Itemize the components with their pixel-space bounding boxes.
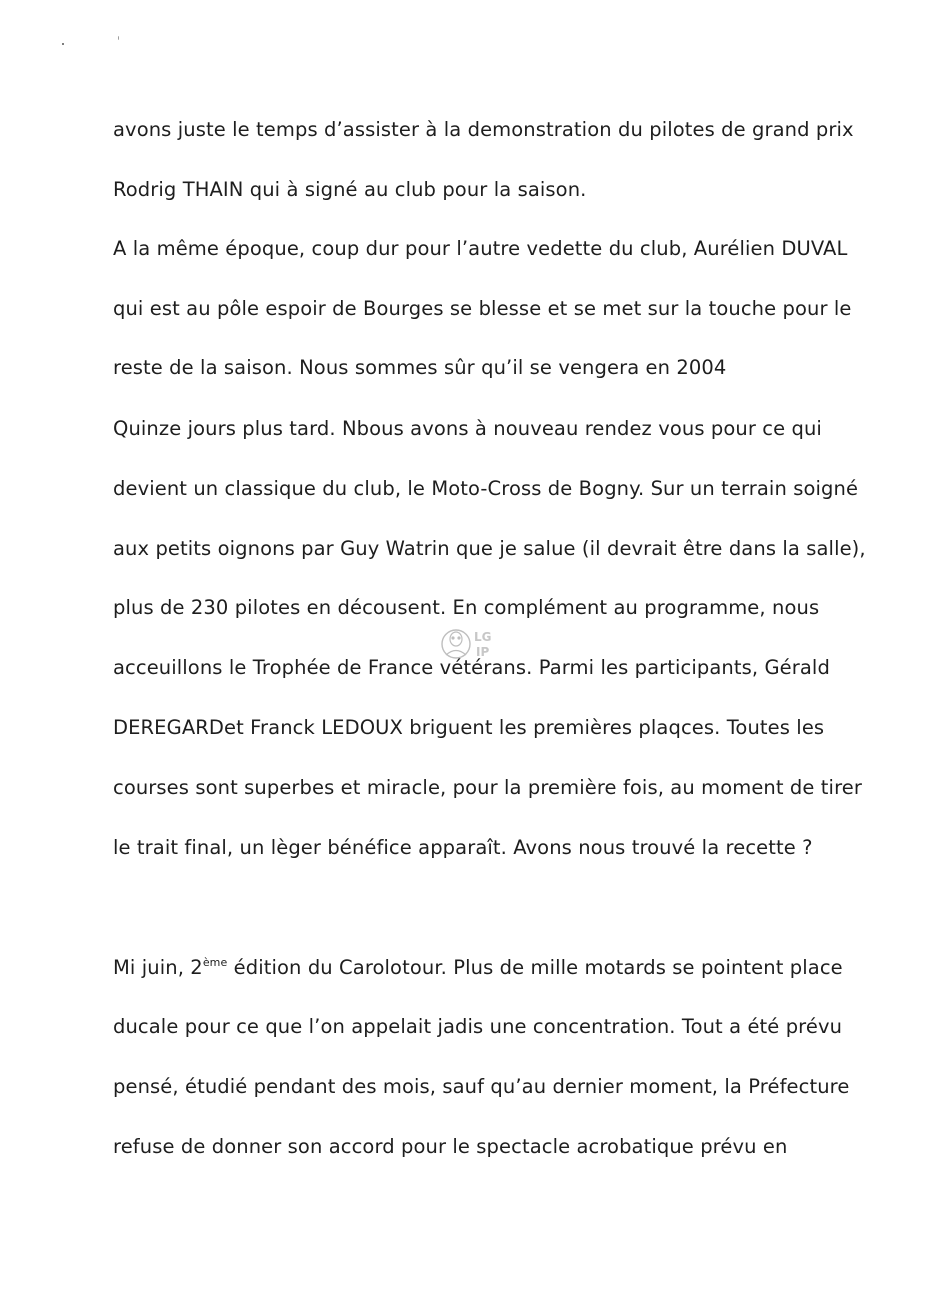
text-line: A la même époque, coup dur pour l’autre vedette du club, Aurélien DUVAL — [113, 237, 848, 260]
superscript-ordinal: ème — [202, 956, 228, 969]
text-line: DEREGARDet Franck LEDOUX briguent les premières plaqces. Toutes les — [113, 716, 825, 739]
text-segment: Mi juin, 2 — [113, 956, 203, 979]
text-line: refuse de donner son accord pour le spectacle acrobatique prévu en — [113, 1135, 788, 1158]
scan-speck — [118, 36, 119, 40]
text-line: avons juste le temps d’assister à la demonstration du pilotes de grand prix — [113, 118, 854, 141]
text-line: ducale pour ce que l’on appelait jadis une concentration. Tout a été prévu — [113, 1015, 843, 1038]
text-line: courses sont superbes et miracle, pour la première fois, au moment de tirer — [113, 776, 862, 799]
svg-text:IP: IP — [476, 645, 490, 659]
text-line: Quinze jours plus tard. Nbous avons à nouveau rendez vous pour ce qui — [113, 417, 822, 440]
text-line: aux petits oignons par Guy Watrin que je salue (il devrait être dans la salle), — [113, 537, 866, 560]
text-line: pensé, étudié pendant des mois, sauf qu’au dernier moment, la Préfecture — [113, 1075, 850, 1098]
text-line: reste de la saison. Nous sommes sûr qu’il se vengera en 2004 — [113, 356, 727, 379]
lgip-watermark-icon — [438, 622, 502, 670]
scan-speck — [62, 43, 64, 45]
paragraph-first-line — [113, 956, 843, 980]
text-line: devient un classique du club, le Moto-Cross de Bogny. Sur un terrain soigné — [113, 477, 859, 500]
text-segment: édition du Carolotour. Plus de mille motards se pointent place — [227, 956, 843, 979]
scan-specks — [55, 30, 135, 50]
text-line: plus de 230 pilotes en décousent. En complément au programme, nous — [113, 596, 820, 619]
text-line: Rodrig THAIN qui à signé au club pour la saison. — [113, 178, 587, 201]
text-line: qui est au pôle espoir de Bourges se blesse et se met sur la touche pour le — [113, 297, 852, 320]
text-line: le trait final, un lèger bénéfice apparaît. Avons nous trouvé la recette ? — [113, 836, 813, 859]
svg-text:LG: LG — [474, 630, 492, 644]
text-line: acceuillons le Trophée de France vétérans. Parmi les participants, Gérald — [113, 656, 830, 679]
